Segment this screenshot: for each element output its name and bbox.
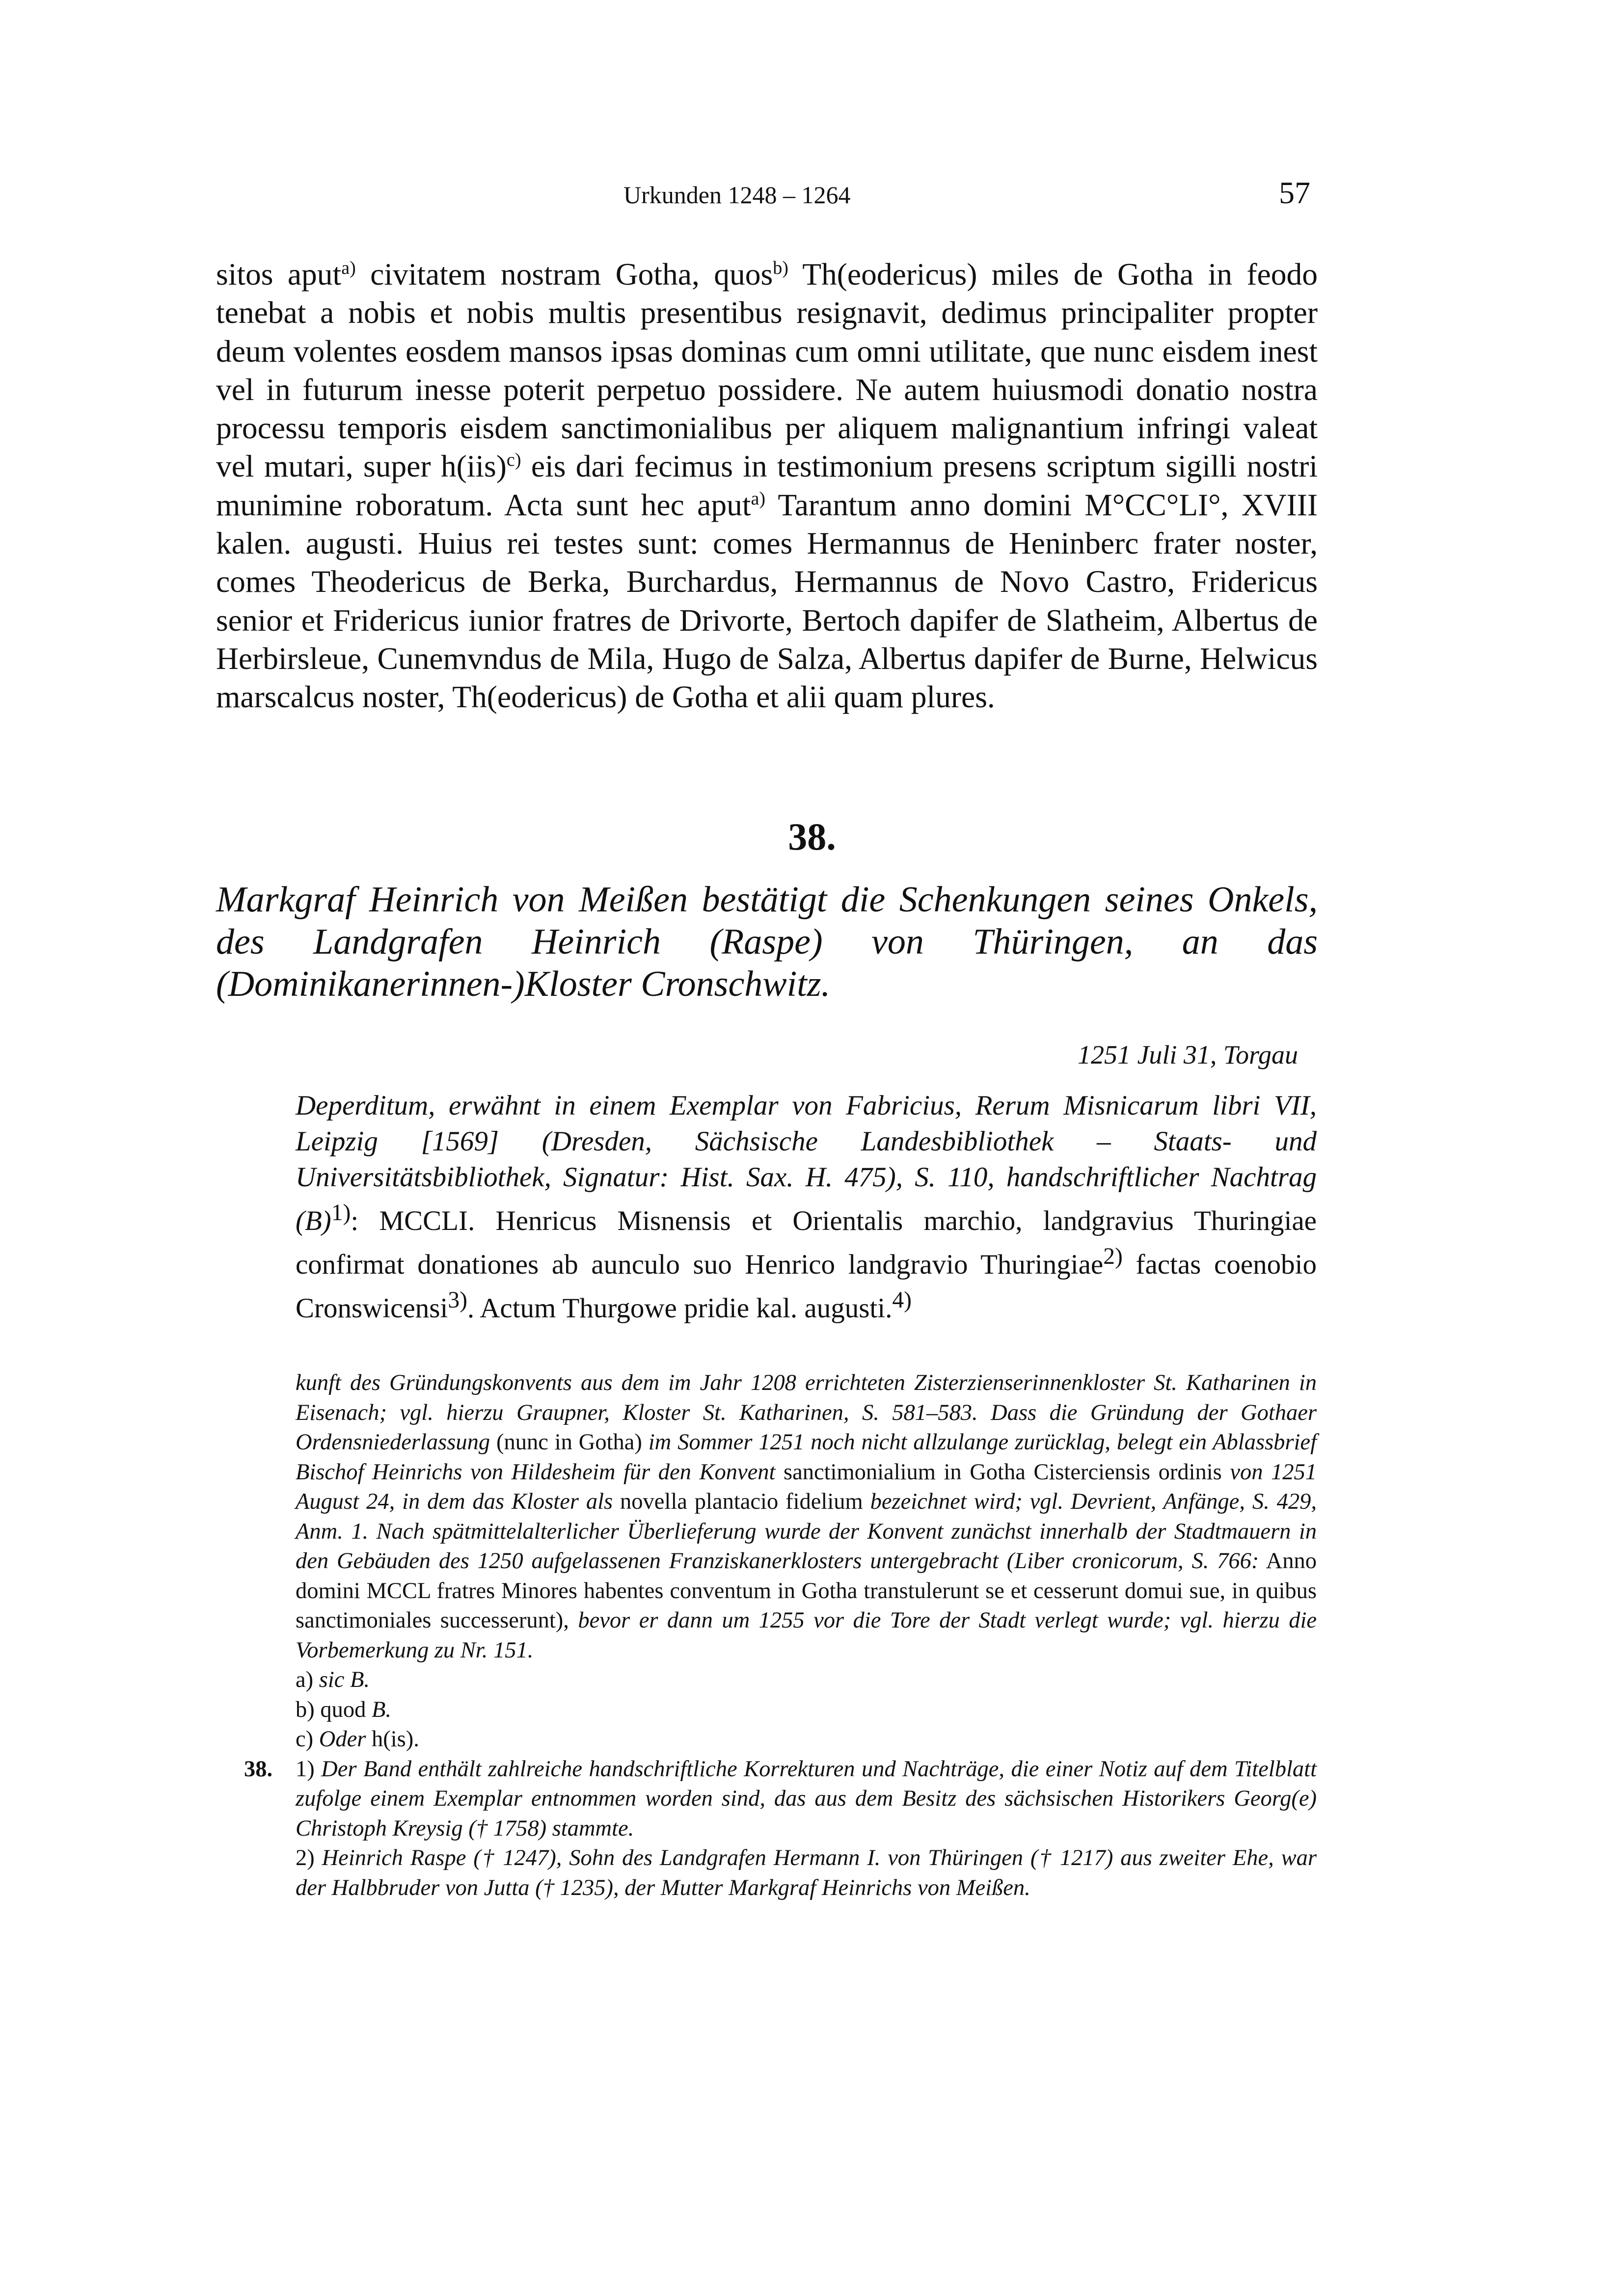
footnote-marker: a)	[751, 488, 766, 509]
footnote-italic: von 1251 August 24, in dem das Kloster als	[296, 1459, 1317, 1514]
footnote-italic: bevor er dann um 1255 vor die Tore der Stadt verlegt wurde; vgl. hierzu die Vorbemerkung zu Nr. 151.	[296, 1608, 1317, 1663]
note-text: B.	[372, 1697, 392, 1722]
footnote-roman: sanctimonialium in Gotha Cisterciensis ordinis	[775, 1459, 1230, 1485]
footnote-continuation	[296, 1368, 1317, 1665]
transmission-text: factas coenobio Cronswicensi	[296, 1249, 1317, 1324]
charter-text-part: eis dari fecimus in testimonium presens scriptum sigilli nostri munimine roboratum. Acta sunt hec aput	[216, 449, 1318, 522]
footnote-roman: (nunc in Gotha)	[490, 1430, 649, 1455]
charter-text-part: Th(eodericus) miles de Gotha in feodo tenebat a nobis et nobis multis presentibus resignavit, dedimus principaliter propter deum volentes eosdem mansos ipsas dominas cum omni utilitate, que nunc eisdem inest vel in futurum inesse poterit perpetuo possidere. Ne autem huiusmodi donatio nostra processu temporis eisdem sanctimonialibus per aliquem malignantium infringi valeat vel mutari, super h(iis)	[216, 257, 1318, 484]
note-label: a)	[296, 1667, 319, 1692]
charter-text-part: sitos aput	[216, 257, 342, 292]
date-place: 1251 Juli 31, Torgau	[1077, 1040, 1298, 1069]
textual-note-c	[296, 1725, 1317, 1755]
regest-heading: Markgraf Heinrich von Meißen bestätigt die Schenkungen seines Onkels, des Landgrafen Heinrich (Raspe) von Thüringen, an das (Dominikanerinnen-)Kloster Cronschwitz.	[216, 880, 1318, 1004]
footnote-marker: 2)	[1103, 1244, 1123, 1269]
textual-note-b	[296, 1695, 1317, 1725]
transmission-italic: Deperditum, erwähnt in einem Exemplar von Fabricius, Rerum Misnicarum libri VII, Leipzig [1569] (Dresden, Sächsische Landesbibliothek – Staats- und Universitätsbibliothek, Signatur: Hist. Sax. H. 475), S. 110, handschriftlicher Nachtrag (B)	[296, 1090, 1317, 1236]
note-text: Der Band enthält zahlreiche handschriftliche Korrekturen und Nachträge, die einer Notiz auf dem Titelblatt zufolge einem Exemplar entnommen worden sind, das aus dem Besitz des sächsischen Historikers Georg(e) Christoph Kreysig († 1758) stammte.	[296, 1756, 1317, 1841]
document-number: 38.	[788, 815, 836, 858]
note-entry-number: 38.	[244, 1756, 273, 1782]
note-label: 1)	[296, 1756, 322, 1782]
note-text: h(is).	[366, 1727, 419, 1752]
footnote-marker: c)	[506, 450, 521, 471]
transmission-text: : MCCLI. Henricus Misnensis et Orientalis marchio, landgravius Thuringiae confirmat donationes ab aunculo suo Henrico landgravio Thuringiae	[296, 1205, 1317, 1280]
note-text: Heinrich Raspe († 1247), Sohn des Landgrafen Hermann I. von Thüringen († 1217) aus zweiter Ehe, war der Halbbruder von Jutta († 1235), der Mutter Markgraf Heinrichs von Meißen.	[296, 1845, 1317, 1900]
transmission-note	[296, 1088, 1317, 1326]
footnote-marker: 4)	[892, 1287, 912, 1313]
note-text: Oder	[319, 1727, 366, 1752]
running-title: Urkunden 1248 – 1264	[623, 181, 851, 209]
footnotes	[244, 1368, 1317, 1903]
charter-text-part: civitatem nostram Gotha, quos	[355, 257, 773, 292]
note-label: c)	[296, 1727, 319, 1752]
page-number: 57	[1279, 175, 1310, 210]
footnote-italic: kunft des Gründungskonvents aus dem im Jahr 1208 errichteten Zisterzienserinnenkloster St. Katharinen in Eisenach; vgl. hierzu Graupner, Kloster St. Katharinen, S. 581–583. Dass die Gründung der Gothaer Ordensniederlassung	[296, 1370, 1317, 1455]
footnote-marker: b)	[773, 257, 788, 278]
footnote-marker: 1)	[331, 1200, 351, 1226]
charter-text	[216, 255, 1318, 717]
transmission-text: . Actum Thurgowe pridie kal. augusti.	[467, 1293, 893, 1324]
commentary-note-2	[296, 1843, 1317, 1903]
footnote-marker: a)	[341, 257, 356, 278]
note-label: b) quod	[296, 1697, 372, 1722]
footnote-marker: 3)	[448, 1287, 467, 1313]
footnote-italic: im Sommer 1251 noch nicht allzulange zurücklag, belegt ein Ablassbrief Bischof Heinrichs von Hildesheim für den Konvent	[296, 1430, 1317, 1485]
textual-note-a	[296, 1665, 1317, 1695]
note-label: 2)	[296, 1845, 322, 1870]
commentary-note-1	[244, 1755, 1317, 1844]
footnote-roman: Anno domini MCCL fratres Minores habentes conventum in Gotha transtulerunt se et cesserunt domui sue, in quibus sanctimoniales successerunt),	[296, 1548, 1317, 1633]
charter-text-part: Tarantum anno domini M°CC°LI°, XVIII kalen. augusti. Huius rei testes sunt: comes Hermannus de Heninberc frater noster, comes Theodericus de Berka, Burchardus, Hermannus de Novo Castro, Fridericus senior et Fridericus iunior fratres de Drivorte, Bertoch dapifer de Slatheim, Albertus de Herbirsleue, Cunemvndus de Mila, Hugo de Salza, Albertus dapifer de Burne, Helwicus marscalcus noster, Th(eodericus) de Gotha et alii quam plures.	[216, 487, 1318, 715]
note-text: sic B.	[319, 1667, 370, 1692]
footnote-roman: novella plantacio fidelium	[613, 1489, 870, 1514]
footnote-italic: bezeichnet wird; vgl. Devrient, Anfänge, S. 429, Anm. 1. Nach spätmittelalterlicher Überlieferung wurde der Konvent zunächst innerhalb der Stadtmauern in den Gebäuden des 1250 aufgelassenen Franziskanerklosters untergebracht (Liber cronicorum, S. 766:	[296, 1489, 1317, 1574]
